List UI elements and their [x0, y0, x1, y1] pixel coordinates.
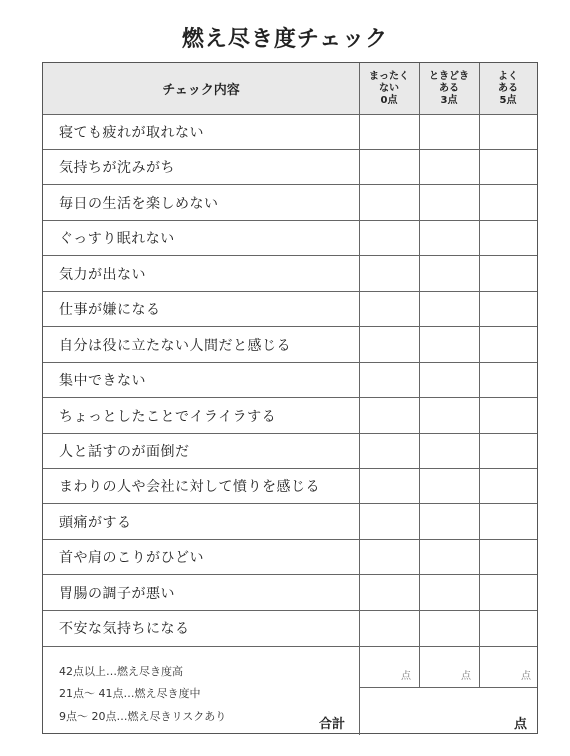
header-often-line2: ある	[498, 82, 518, 94]
subtotal-unit-often: 点	[521, 671, 531, 682]
checklist-table	[42, 62, 538, 734]
header-sometimes-line2: ある	[439, 82, 459, 94]
subtotal-unit-sometimes: 点	[461, 671, 471, 682]
check-item: 集中できない	[59, 372, 146, 389]
header-sometimes-points: 3点	[440, 94, 458, 106]
legend-medium: 21点～ 41点…燃え尽き度中	[59, 687, 201, 700]
header-sometimes	[419, 63, 479, 114]
check-item: まわりの人や会社に対して憤りを感じる	[59, 478, 320, 495]
header-often-line1: よく	[498, 70, 518, 82]
check-item: 不安な気持ちになる	[59, 620, 190, 637]
check-item: 気持ちが沈みがち	[59, 159, 175, 176]
row-divider	[43, 646, 537, 647]
header-never-points: 0点	[380, 94, 398, 106]
header-sometimes-line1: ときどき	[429, 70, 469, 82]
check-item: ぐっすり眠れない	[59, 230, 175, 247]
check-item: 寝ても疲れが取れない	[59, 124, 204, 141]
header-often-points: 5点	[499, 94, 517, 106]
header-often	[479, 63, 537, 114]
column-divider	[479, 63, 480, 687]
total-unit: 点	[514, 717, 528, 732]
column-divider	[419, 63, 420, 687]
check-item: 頭痛がする	[59, 514, 132, 531]
check-item: 人と話すのが面倒だ	[59, 443, 190, 460]
check-item: 首や肩のこりがひどい	[59, 549, 204, 566]
header-never	[359, 63, 419, 114]
header-never-line1: まったく	[369, 70, 409, 82]
legend-high: 42点以上…燃え尽き度高	[59, 665, 183, 678]
check-item: ちょっとしたことでイライラする	[59, 408, 277, 425]
check-item: 毎日の生活を楽しめない	[59, 195, 219, 212]
header-content-label: チェック内容	[162, 83, 240, 98]
check-item: 気力が出ない	[59, 266, 146, 283]
subtotal-unit-never: 点	[401, 671, 411, 682]
check-item: 仕事が嫌になる	[59, 301, 161, 318]
header-never-line2: ない	[379, 82, 399, 94]
check-item: 胃腸の調子が悪い	[59, 585, 175, 602]
column-divider	[359, 63, 360, 735]
legend-risk: 9点～ 20点…燃え尽きリスクあり	[59, 710, 227, 723]
total-label: 合計	[319, 717, 346, 732]
subtotal-divider	[359, 687, 537, 688]
page-title: 燃え尽き度チェック	[181, 27, 389, 52]
check-item: 自分は役に立たない人間だと感じる	[59, 337, 291, 354]
